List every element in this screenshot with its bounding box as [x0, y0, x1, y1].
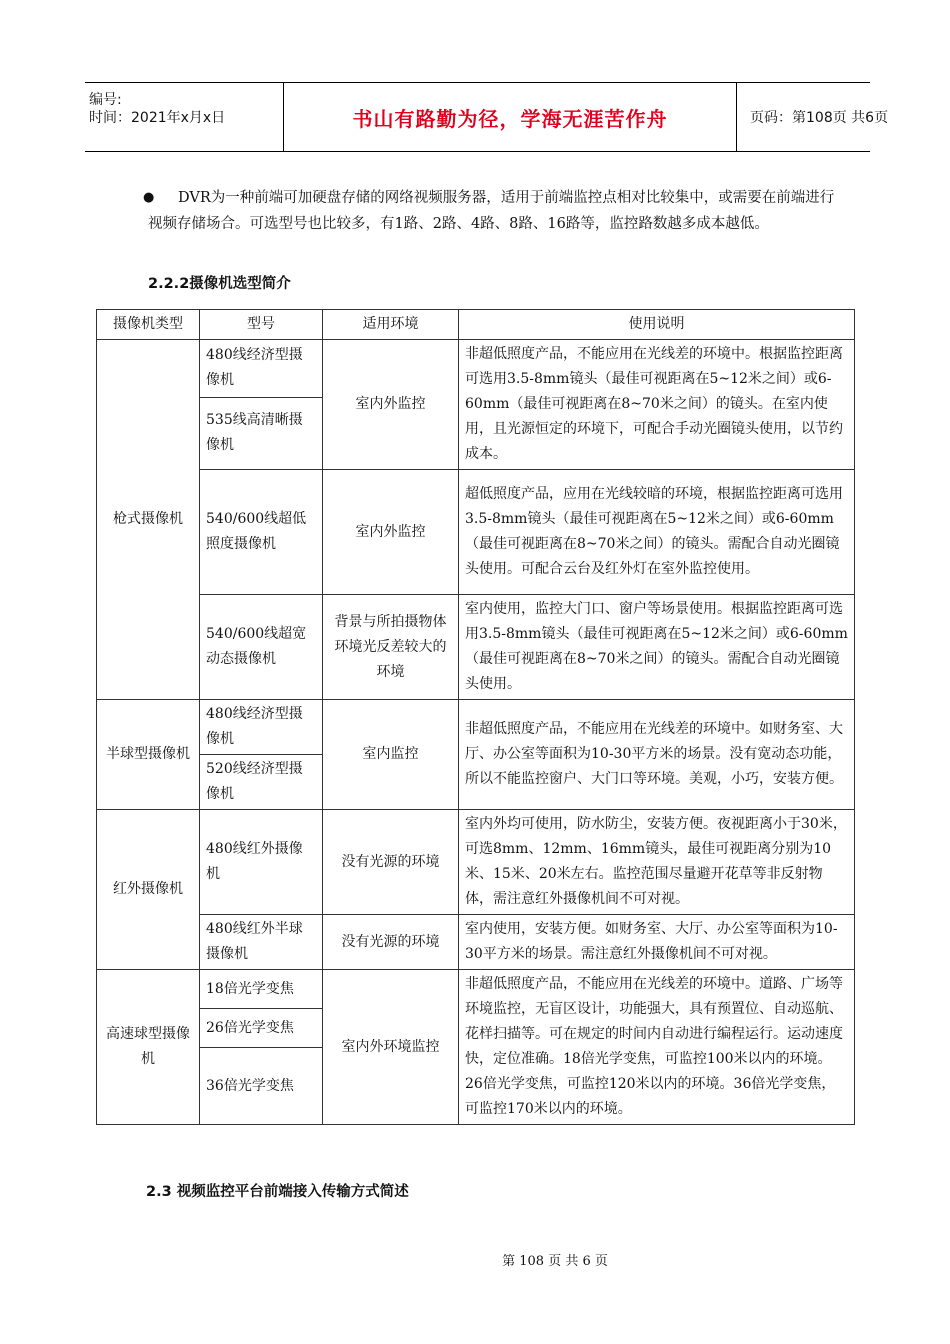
- table-header-row: [97, 310, 855, 340]
- env-cell: 没有光源的环境: [323, 915, 459, 970]
- usage-cell: 超低照度产品，应用在光线较暗的环境，根据监控距离可选用3.5-8mm镜头（最佳可视距离在5~12米之间）或6-60mm（最佳可视距离在8~70米之间）的镜头。需配合自动光圈镜头使用。可配合云台及红外灯在室外监控使用。: [459, 470, 855, 595]
- model-cell: 18倍光学变焦: [200, 970, 323, 1009]
- header-meta: [85, 83, 283, 151]
- type-cell: 枪式摄像机: [97, 340, 200, 700]
- env-cell: 没有光源的环境: [323, 810, 459, 915]
- document-header: [85, 82, 889, 152]
- type-cell: 红外摄像机: [97, 810, 200, 970]
- usage-cell: 非超低照度产品，不能应用在光线差的环境中。道路、广场等环境监控，无盲区设计，功能强大，具有预置位、自动巡航、花样扫描等。可在规定的时间内自动进行编程运行。运动速度快，定位准确。18倍光学变焦，可监控100米以内的环境。26倍光学变焦，可监控120米以内的环境。36倍光学变焦，可监控170米以内的环境。: [459, 970, 855, 1125]
- model-cell: 480线红外半球摄像机: [200, 915, 323, 970]
- section-heading-2-2-2: 2.2.2摄像机选型简介: [148, 276, 291, 292]
- camera-selection-table: [96, 309, 855, 1125]
- header-environment: 适用环境: [323, 310, 459, 340]
- table-row: [97, 810, 855, 915]
- model-cell: 520线经济型摄像机: [200, 755, 323, 810]
- env-cell: 背景与所拍摄物体环境光反差较大的环境: [323, 595, 459, 700]
- model-cell: 480线经济型摄像机: [200, 700, 323, 755]
- table-row: [97, 595, 855, 700]
- section-heading-2-3: 2.3 视频监控平台前端接入传输方式简述: [146, 1184, 409, 1200]
- table-row: [97, 340, 855, 398]
- model-cell: 480线经济型摄像机: [200, 340, 323, 398]
- bullet-icon: ●: [143, 190, 155, 205]
- model-cell: 26倍光学变焦: [200, 1009, 323, 1048]
- model-cell: 540/600线超低照度摄像机: [200, 470, 323, 595]
- env-cell: 室内监控: [323, 700, 459, 810]
- time-label: 时间：2021年x月x日: [89, 110, 226, 126]
- env-cell: 室内外监控: [323, 340, 459, 470]
- model-cell: 480线红外摄像机: [200, 810, 323, 915]
- table-row: [97, 470, 855, 595]
- model-cell: 540/600线超宽动态摄像机: [200, 595, 323, 700]
- header-motto: 书山有路勤为径，学海无涯苦作舟: [283, 83, 737, 151]
- bullet-text: DVR为一种前端可加硬盘存储的网络视频服务器，适用于前端监控点相对比较集中，或需要在前端进行视频存储场合。可选型号也比较多，有1路、2路、4路、8路、16路等，监控路数越多成本越低。: [148, 190, 835, 232]
- page-footer: [0, 1250, 950, 1269]
- header-type: 摄像机类型: [97, 310, 200, 340]
- usage-cell: 室内使用，监控大门口、窗户等场景使用。根据监控距离可选用3.5-8mm镜头（最佳可视距离在5~12米之间）或6-60mm（最佳可视距离在8~70米之间）的镜头。需配合自动光圈镜头使用。: [459, 595, 855, 700]
- type-cell: 半球型摄像机: [97, 700, 200, 810]
- header-usage: 使用说明: [459, 310, 855, 340]
- model-cell: 36倍光学变焦: [200, 1048, 323, 1125]
- usage-cell: 非超低照度产品，不能应用在光线差的环境中。根据监控距离可选用3.5-8mm镜头（最佳可视距离在5~12米之间）或6-60mm（最佳可视距离在8~70米之间）的镜头。在室内使用，且光源恒定的环境下，可配合手动光圈镜头使用，以节约成本。: [459, 340, 855, 470]
- env-cell: 室内外环境监控: [323, 970, 459, 1125]
- model-cell: 535线高清晰摄像机: [200, 397, 323, 469]
- number-label: 编号:: [89, 92, 122, 108]
- table-row: [97, 700, 855, 755]
- table-row: [97, 970, 855, 1009]
- footer-page-number: 第 108 页 共 6 页: [502, 1254, 608, 1269]
- header-page-code: 页码：第108页 共6页: [750, 110, 889, 126]
- header-model: 型号: [200, 310, 323, 340]
- env-cell: 室内外监控: [323, 470, 459, 595]
- type-cell: 高速球型摄像机: [97, 970, 200, 1125]
- table-row: [97, 915, 855, 970]
- usage-cell: 室内外均可使用，防水防尘，安装方便。夜视距离小于30米，可选8mm、12mm、16mm镜头，最佳可视距离分别为10米、15米、20米左右。监控范围尽量避开花草等非反射物体，需注意红外摄像机间不可对视。: [459, 810, 855, 915]
- usage-cell: 非超低照度产品，不能应用在光线差的环境中。如财务室、大厅、办公室等面积为10-30平方米的场景。没有宽动态功能，所以不能监控窗户、大门口等环境。美观，小巧，安装方便。: [459, 700, 855, 810]
- usage-cell: 室内使用，安装方便。如财务室、大厅、办公室等面积为10-30平方米的场景。需注意红外摄像机间不可对视。: [459, 915, 855, 970]
- bullet-paragraph: [143, 185, 840, 237]
